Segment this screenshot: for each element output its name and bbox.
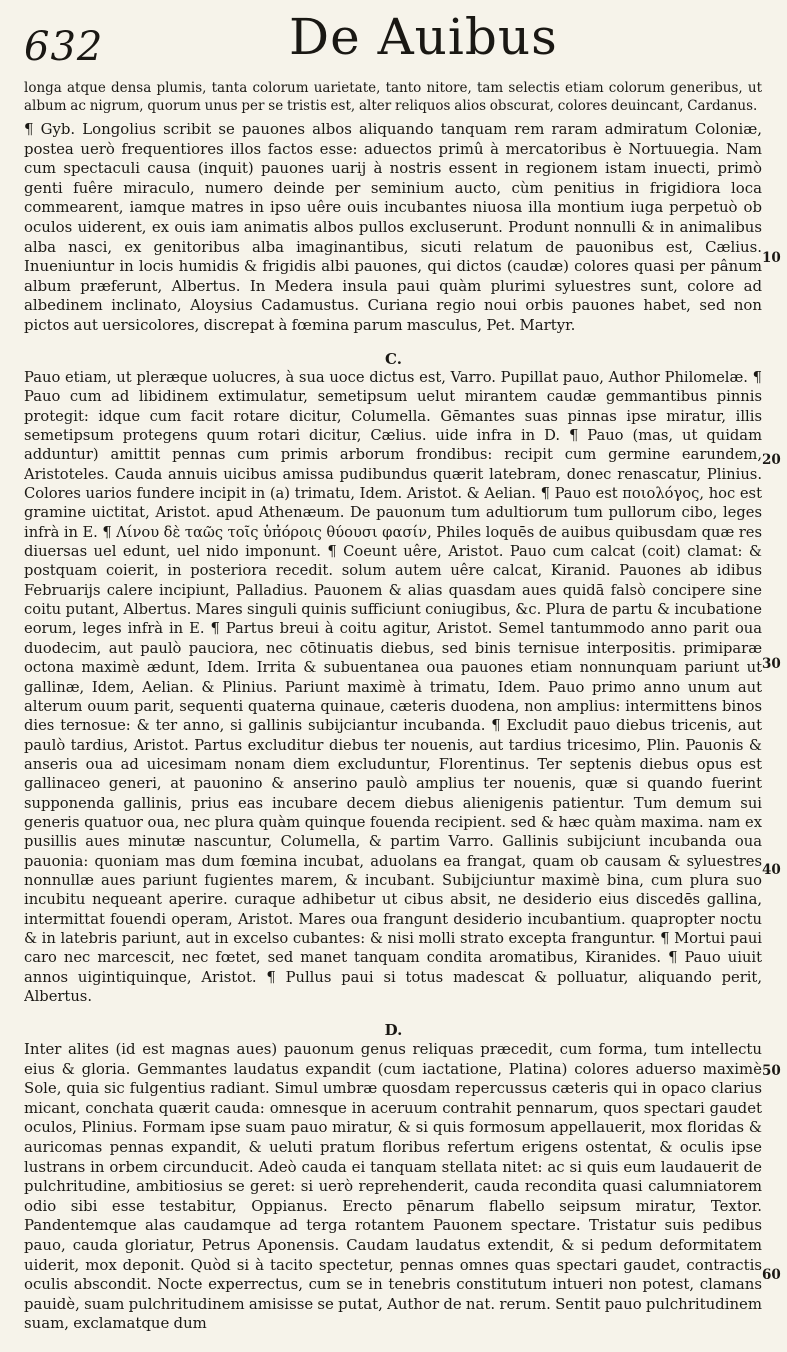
running-title: De Auibus <box>289 8 558 66</box>
section-c-paragraph: Pauo etiam, ut pleræque uolucres, à sua uoce dictus est, Varro. Pupillat pauo, Author Philomelæ. ¶ Pauo cum ad libidinem extimulatur, semetipsum uelut mirantem caudæ gemmantibus pinnis protegit: idque cum facit rotare dicitur, Columella. Gēmantes suas pinnas ipse miratur, illis semetipsum protegens quum rotari dicitur, Cælius. uide infra in D. ¶ Pauo (mas, ut quidam adduntur) amittit pennas cum primis arborum frondibus: recipit cum germine earundem, Aristoteles. Cauda annuis uicibus amissa pudibundus quærit latebram, donec renascatur, Plinius. Colores uarios fundere incipit in (a) trimatu, Idem. Aristot. & Aelian. ¶ Pauo est ποιολόγος, hoc est gramine uictitat, Aristot. apud Athenæum. De pauonum tum adultiorum tum pullorum cibo, leges infrà in E. ¶ Λίνου δὲ ταῶς τοῖς ὑπ̓όροις θύουσι φασίν, Philes loquēs de auibus quibusdam quæ res diuersas uel edunt, uel nido imponunt. ¶ Coeunt uêre, Aristot. Pauo cum calcat (coit) clamat: & postquam coierit, in posteriora recedit. solum autem uêre calcat, Kiranid. Pauones ab idibus Februarijs calere incipiunt, Palladius. Pauonem & alias quasdam aues quidā falsò concipere sine coitu putant, Albertus. Mares singuli quinis sufficiunt coniugibus, &c. Plura de partu & incubatione eorum, leges infrà in E. ¶ Partus breui à coitu agitur, Aristot. Semel tantummodo anno parit oua duodecim, aut paulò pauciora, nec cōtinuatis diebus, sed binis ternisue interpositis. primiparæ octona maximè ædunt, Idem. Irrita & subuentanea oua pauones etiam nonnunquam pariunt ut gallinæ, Idem, Aelian. & Plinius. Pariunt maximè à trimatu, Idem. Pauo primo anno unum aut alterum ouum parit, sequenti quaterna quinaue, cæteris duodena, non amplius: intermittens binos dies ternosue: & ter anno, si gallinis subijciantur incubanda. ¶ Excludit pauo diebus tricenis, aut paulò tardius, Aristot. Partus excluditur diebus ter nouenis, aut tardius tricesimo, Plin. Pauonis & anseris oua ad uicesimam nonam diem excluduntur, Florentinus. Ter septenis diebus opus est gallinaceo generi, at pauonino & anserino paulò amplius ter nouenis, quæ si quando fuerint supponenda gallinis, prius eas incubare decem diebus alienigenis patientur. Tum demum sui generis quatuor oua, nec plura quàm quinque fouenda recipient. sed & hæc quàm maxima. nam ex pusillis aues minutæ nascuntur, Columella, & partim Varro. Gallinis subijciunt incubanda oua pauonia: quoniam mas dum fœmina incubat, aduolans ea frangat, quam ob causam & syluestres nonnullæ aues pariunt fugientes marem, & incubant. Subijciuntur maximè bina, cum plura suo incubitu nequeant aperire. curaque adhibetur ut cibus absit, ne desiderio eius discedēs gallina, intermittat fouendi operam, Aristot. Mares oua frangunt desiderio incubantium. quapropter noctu & in latebris pariunt, aut in excelso cubantes: & nisi molli strato excepta franguntur. ¶ Mortui paui caro nec marcescit, nec fœtet, sed manet tanquam condita aromatibus, Kiranides. ¶ Pauo uiuit annos uigintiquinque, Aristot. ¶ Pullus paui si totus madescat & polluatur, aliquando perit, Albertus. <box>24 369 762 1005</box>
margin-line-number: 20 <box>762 452 781 468</box>
margin-line-number: 50 <box>762 1063 781 1079</box>
section-letter-d: D. <box>384 1021 403 1039</box>
margin-line-number: 40 <box>762 862 781 878</box>
intro-paragraph: longa atque densa plumis, tanta colorum uarietate, tanto nitore, tam selectis etiam colorum generibus, ut album ac nigrum, quorum unus per se tristis est, alter reliquos alios obscurat, colores deuincant, Cardanus. <box>24 80 762 114</box>
margin-line-number: 60 <box>762 1267 781 1283</box>
longolius-paragraph: ¶ Gyb. Longolius scribit se pauones albos aliquando tanquam rem raram admiratum Coloniæ, postea uerò frequentiores illos factos esse: aduectos primû à mercatoribus è Nortuuegia. Nam cum spectaculi causa (inquit) pauones uarij à nostris essent in regionem istam inuecti, primò genti fuêre miraculo, numero deinde per seminium aucto, cùm penitius in frigidiora loca commearent, iamque matres in ipso uêre ouis incubantes niuosa illa montium iuga perpetuò ob oculos uiderent, ex ouis iam animatis albos pullos excluserunt. Produnt nonnulli & in animalibus alba nasci, ex genitoribus alba imaginantibus, sicuti relatum de pauonibus est, Cælius. Inueniuntur in locis humidis & frigidis albi pauones, qui dictos (caudæ) colores quasi per pânum album præferunt, Albertus. In Medera insula paui quàm plurimi syluestres sunt, colore ad albedinem inclinato, Aloysius Cadamustus. Curiana regio noui orbis pauones habet, sed non pictos aut uersicolores, discrepat à fœmina parum masculus, Pet. Martyr. <box>24 120 762 334</box>
page-header <box>24 10 764 80</box>
margin-line-number: 10 <box>762 250 781 266</box>
page-number: 632 <box>24 24 104 70</box>
section-d-paragraph: Inter alites (id est magnas aues) pauonum genus reliquas præcedit, cum forma, tum intellectu eius & gloria. Gemmantes laudatus expandit (cum iactatione, Platina) colores aduerso maximè Sole, quia sic fulgentius radiant. Simul umbræ quosdam repercussus cæteris qui in opaco clarius micant, conchata quærit cauda: omnesque in aceruum contrahit pennarum, quos spectari gaudet oculos, Plinius. Formam ipse suam pauo miratur, & si quis formosum appellauerit, mox floridas & auricomas pennas expandit, & ueluti pratum floribus refertum erigens ostentat, & oculis ipse lustrans in orbem circunducit. Adeò cauda ei tanquam stellata nitet: ac si quis eum laudauerit de pulchritudine, ambitiosius se geret: si uerò reprehenderit, cauda recondita quasi calumniatorem odio sibi esse testabitur, Oppianus. Erecto pēnarum flabello seipsum miratur, Textor. Pandentemque alas caudamque ad terga rotantem Pauonem spectare. Tristatur suis pedibus pauo, cauda gloriatur, Petrus Aponensis. Caudam laudatus extendit, & si pedum deformitatem uiderit, mox deponit. Quòd si à tacito spectetur, pennas omnes quas spectari gaudet, contractis oculis abscondit. Nocte experrectus, cum se in tenebris constitutum intueri non potest, clamans pauidè, suam pulchritudinem amisisse se putat, Author de nat. rerum. Sentit pauo pulchritudinem suam, exclamatque dum <box>24 1040 762 1333</box>
section-letter-c: C. <box>385 350 402 368</box>
margin-line-number: 30 <box>762 656 781 672</box>
